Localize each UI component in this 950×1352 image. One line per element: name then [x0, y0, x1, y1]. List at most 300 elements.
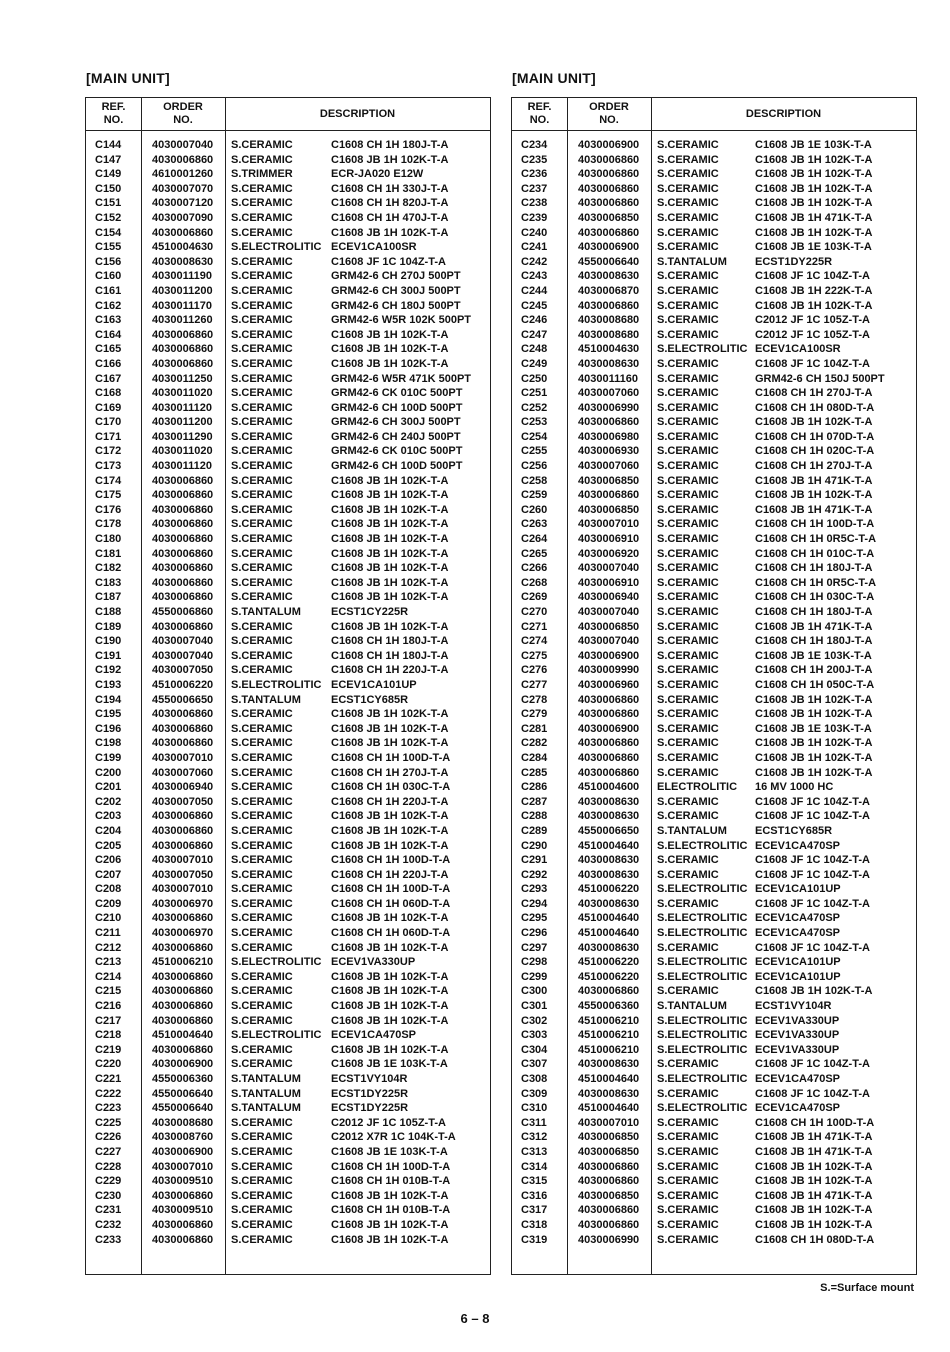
part-type-cell: S.CERAMIC	[231, 1043, 293, 1056]
part-type-cell: S.ELECTROLITIC	[231, 1029, 322, 1042]
part-type-cell: S.ELECTROLITIC	[657, 343, 748, 356]
part-type-cell: S.CERAMIC	[657, 1160, 719, 1173]
part-number-cell: C2012 JF 1C 105Z-T-A	[755, 328, 870, 341]
part-type-cell: S.CERAMIC	[231, 1000, 293, 1013]
order-no-cell: 4030006900	[578, 241, 640, 254]
order-no-cell: 4030007040	[152, 139, 214, 151]
part-type-cell: S.CERAMIC	[231, 226, 293, 239]
order-no-cell: 4030006860	[152, 591, 214, 604]
part-type-cell: S.CERAMIC	[657, 197, 719, 210]
part-number-cell: C1608 JB 1H 102K-T-A	[755, 1218, 873, 1231]
part-number-cell: C1608 JF 1C 104Z-T-A	[755, 270, 870, 283]
part-type-cell: S.TANTALUM	[231, 1087, 301, 1100]
part-number-cell: C1608 JB 1H 102K-T-A	[331, 474, 449, 487]
part-type-cell: S.CERAMIC	[657, 897, 719, 910]
ref-no-cell: C220	[95, 1058, 122, 1071]
ref-no-cell: C154	[95, 226, 122, 239]
ref-no-cell: C269	[521, 591, 548, 604]
left-parts-table	[85, 97, 491, 1275]
ref-no-cell: C215	[95, 985, 122, 998]
order-no-cell: 4030006860	[152, 912, 214, 925]
table-row	[86, 663, 490, 678]
ref-no-cell: C293	[521, 883, 548, 896]
part-type-cell: S.CERAMIC	[231, 387, 293, 400]
table-row	[86, 605, 490, 620]
ref-no-cell: C181	[95, 547, 122, 560]
ref-no-cell: C316	[521, 1189, 548, 1202]
part-number-cell: C1608 JB 1E 103K-T-A	[755, 139, 872, 151]
part-number-cell: C1608 CH 1H 220J-T-A	[331, 795, 449, 808]
order-no-cell: 4030007090	[152, 211, 214, 224]
part-type-cell: S.CERAMIC	[231, 197, 293, 210]
ref-no-cell: C193	[95, 678, 122, 691]
part-number-cell: C1608 JB 1H 102K-T-A	[331, 562, 449, 575]
table-row	[86, 999, 490, 1014]
table-row	[86, 590, 490, 605]
part-type-cell: S.CERAMIC	[231, 1218, 293, 1231]
order-no-cell: 4030011290	[152, 430, 213, 443]
ref-no-cell: C308	[521, 1073, 548, 1085]
ref-no-cell: C241	[521, 241, 548, 254]
part-number-cell: C1608 JB 1H 102K-T-A	[755, 751, 873, 764]
order-no-cell: 4030006990	[578, 401, 640, 414]
part-number-cell: C1608 CH 1H 100D-T-A	[755, 518, 875, 531]
ref-no-cell: C291	[521, 854, 548, 867]
part-type-cell: S.ELECTROLITIC	[231, 956, 322, 969]
table-row	[86, 503, 490, 518]
table-row	[512, 1130, 916, 1145]
order-no-cell: 4030006930	[578, 445, 640, 458]
table-row	[512, 1101, 916, 1116]
part-type-cell: S.CERAMIC	[231, 357, 293, 370]
table-row	[512, 1233, 916, 1248]
part-number-cell: C1608 JB 1H 102K-T-A	[755, 153, 873, 166]
table-row	[512, 138, 916, 153]
table-row	[512, 211, 916, 226]
ref-no-cell: C253	[521, 416, 548, 429]
part-type-cell: S.CERAMIC	[657, 314, 719, 327]
ref-no-cell: C151	[95, 197, 122, 210]
part-number-cell: C1608 JF 1C 104Z-T-A	[755, 357, 870, 370]
part-type-cell: S.CERAMIC	[657, 401, 719, 414]
ref-no-cell: C260	[521, 503, 548, 516]
table-row	[86, 795, 490, 810]
order-no-cell: 4030007050	[152, 868, 214, 881]
order-no-cell: 4610001260	[152, 168, 214, 181]
part-type-cell: S.CERAMIC	[231, 722, 293, 735]
part-number-cell: ECST1DY225R	[755, 255, 833, 268]
table-row	[86, 926, 490, 941]
ref-no-cell: C230	[95, 1189, 122, 1202]
part-type-cell: S.CERAMIC	[657, 299, 719, 312]
table-row	[86, 970, 490, 985]
part-number-cell: ECR-JA020 E12W	[331, 168, 424, 181]
right-parts-table	[511, 97, 917, 1275]
order-no-header: ORDER NO.	[567, 98, 651, 131]
table-row	[512, 196, 916, 211]
part-number-cell: C1608 CH 1H 180J-T-A	[331, 649, 449, 662]
order-no-cell: 4550006360	[578, 1000, 640, 1013]
ref-no-cell: C182	[95, 562, 122, 575]
part-type-cell: S.TANTALUM	[657, 255, 727, 268]
part-number-cell: C1608 JB 1H 102K-T-A	[755, 299, 873, 312]
ref-no-cell: C312	[521, 1131, 548, 1144]
ref-no-cell: C174	[95, 474, 122, 487]
order-no-cell: 4030007010	[578, 518, 640, 531]
part-type-cell: S.CERAMIC	[657, 562, 719, 575]
part-number-cell: C1608 CH 1H 100D-T-A	[755, 1116, 875, 1129]
ref-no-cell: C242	[521, 255, 548, 268]
ref-no-cell: C150	[95, 182, 122, 195]
part-number-cell: C1608 JB 1E 103K-T-A	[755, 649, 872, 662]
part-type-cell: S.CERAMIC	[657, 1087, 719, 1100]
part-number-cell: ECEV1CA101UP	[755, 970, 841, 983]
part-type-cell: S.CERAMIC	[657, 1218, 719, 1231]
part-number-cell: C1608 JF 1C 104Z-T-A	[755, 941, 870, 954]
order-no-cell: 4030008680	[152, 1116, 214, 1129]
part-number-cell: C1608 JB 1H 102K-T-A	[331, 357, 449, 370]
part-type-cell: S.CERAMIC	[231, 139, 293, 151]
part-number-cell: ECST1VY104R	[331, 1073, 408, 1085]
order-no-cell: 4030008760	[152, 1131, 214, 1144]
part-type-cell: S.ELECTROLITIC	[657, 956, 748, 969]
part-type-cell: S.CERAMIC	[231, 868, 293, 881]
table-row	[86, 620, 490, 635]
order-no-cell: 4510004640	[578, 1102, 640, 1115]
part-number-cell: GRM42-6 CH 100D 500PT	[331, 401, 463, 414]
table-row	[86, 1072, 490, 1087]
ref-no-cell: C243	[521, 270, 548, 283]
order-no-cell: 4030006920	[578, 547, 640, 560]
part-number-cell: C1608 JB 1H 102K-T-A	[331, 708, 449, 721]
part-type-cell: S.CERAMIC	[231, 737, 293, 750]
part-number-cell: ECEV1CA100SR	[331, 241, 417, 254]
ref-no-cell: C164	[95, 328, 122, 341]
ref-no-cell: C251	[521, 387, 548, 400]
table-row	[512, 153, 916, 168]
ref-no-cell: C233	[95, 1233, 122, 1246]
ref-no-cell: C300	[521, 985, 548, 998]
ref-no-cell: C206	[95, 854, 122, 867]
order-no-cell: 4030006850	[578, 620, 640, 633]
table-row	[86, 1087, 490, 1102]
part-number-cell: C1608 JF 1C 104Z-T-A	[755, 795, 870, 808]
table-row	[86, 313, 490, 328]
part-number-cell: C1608 JB 1H 102K-T-A	[331, 620, 449, 633]
part-number-cell: ECST1CY685R	[331, 693, 409, 706]
table-row	[512, 503, 916, 518]
part-number-cell: C1608 JB 1H 222K-T-A	[755, 284, 873, 297]
part-number-cell: ECEV1VA330UP	[331, 956, 416, 969]
part-type-cell: S.CERAMIC	[657, 430, 719, 443]
table-row	[512, 342, 916, 357]
part-type-cell: S.CERAMIC	[231, 562, 293, 575]
order-no-cell: 4030006860	[152, 708, 214, 721]
table-row	[512, 736, 916, 751]
part-type-cell: S.CERAMIC	[657, 1175, 719, 1188]
ref-no-cell: C250	[521, 372, 548, 385]
order-no-cell: 4030006910	[578, 533, 640, 546]
part-number-cell: ECEV1CA470SP	[331, 1029, 416, 1042]
part-type-cell: S.ELECTROLITIC	[657, 839, 748, 852]
part-type-cell: S.ELECTROLITIC	[657, 970, 748, 983]
left-section-title: [MAIN UNIT]	[86, 70, 170, 86]
table-row	[512, 911, 916, 926]
order-no-cell: 4030011260	[152, 314, 213, 327]
part-number-cell: C1608 JB 1H 471K-T-A	[755, 474, 873, 487]
part-number-cell: C1608 CH 1H 010B-T-A	[331, 1204, 451, 1217]
part-number-cell: C1608 JB 1H 102K-T-A	[755, 708, 873, 721]
part-type-cell: S.ELECTROLITIC	[657, 1043, 748, 1056]
part-type-cell: S.CERAMIC	[231, 255, 293, 268]
ref-no-cell: C274	[521, 635, 548, 648]
ref-no-cell: C313	[521, 1145, 548, 1158]
table-row	[512, 999, 916, 1014]
ref-no-header: REF. NO.	[512, 98, 567, 131]
table-header-row	[512, 98, 916, 131]
part-type-cell: S.CERAMIC	[657, 357, 719, 370]
part-number-cell: C1608 JB 1H 471K-T-A	[755, 503, 873, 516]
order-no-cell: 4030008630	[578, 810, 640, 823]
table-row	[512, 839, 916, 854]
table-row	[512, 255, 916, 270]
part-type-cell: S.CERAMIC	[231, 649, 293, 662]
part-number-cell: C1608 JB 1H 102K-T-A	[331, 503, 449, 516]
table-row	[512, 547, 916, 562]
table-row	[86, 809, 490, 824]
part-type-cell: S.CERAMIC	[657, 474, 719, 487]
ref-no-cell: C205	[95, 839, 122, 852]
table-row	[512, 1057, 916, 1072]
order-no-cell: 4550006860	[152, 606, 214, 618]
order-no-cell: 4030006860	[152, 503, 214, 516]
order-no-cell: 4030008630	[578, 357, 640, 370]
table-row	[512, 576, 916, 591]
part-type-cell: S.CERAMIC	[231, 664, 293, 677]
table-row	[86, 196, 490, 211]
table-row	[512, 853, 916, 868]
ref-no-cell: C207	[95, 868, 122, 881]
part-type-cell: S.TANTALUM	[231, 693, 301, 706]
order-no-cell: 4030006860	[152, 489, 214, 502]
part-type-cell: S.CERAMIC	[231, 824, 293, 837]
part-type-cell: S.TANTALUM	[657, 1000, 727, 1013]
ref-no-cell: C183	[95, 576, 122, 589]
ref-no-cell: C297	[521, 941, 548, 954]
table-row	[86, 1057, 490, 1072]
part-type-cell: S.CERAMIC	[657, 766, 719, 779]
part-type-cell: S.CERAMIC	[231, 430, 293, 443]
table-row	[86, 1160, 490, 1175]
order-no-cell: 4030006860	[578, 1204, 640, 1217]
ref-no-cell: C162	[95, 299, 122, 312]
part-type-cell: S.CERAMIC	[231, 766, 293, 779]
table-row	[86, 167, 490, 182]
part-type-cell: S.CERAMIC	[657, 211, 719, 224]
table-row	[86, 182, 490, 197]
part-number-cell: C1608 JB 1H 102K-T-A	[331, 1233, 449, 1246]
order-no-cell: 4030006860	[152, 547, 214, 560]
ref-no-cell: C152	[95, 211, 122, 224]
ref-no-cell: C212	[95, 941, 122, 954]
order-no-cell: 4030009990	[578, 664, 640, 677]
table-row	[86, 576, 490, 591]
order-no-cell: 4030007120	[152, 197, 214, 210]
part-type-cell: S.CERAMIC	[657, 1145, 719, 1158]
table-row	[86, 386, 490, 401]
table-row	[86, 678, 490, 693]
ref-no-cell: C268	[521, 576, 548, 589]
table-row	[86, 284, 490, 299]
table-row	[512, 1087, 916, 1102]
ref-no-cell: C218	[95, 1029, 122, 1042]
part-type-cell: S.CERAMIC	[231, 343, 293, 356]
part-number-cell: C1608 CH 1H 060D-T-A	[331, 897, 451, 910]
part-type-cell: S.CERAMIC	[231, 927, 293, 940]
part-type-cell: S.CERAMIC	[231, 781, 293, 794]
part-number-cell: C1608 JB 1H 102K-T-A	[755, 693, 873, 706]
part-number-cell: GRM42-6 CH 100D 500PT	[331, 460, 463, 473]
table-row	[86, 1203, 490, 1218]
table-row	[86, 328, 490, 343]
table-row	[512, 707, 916, 722]
part-type-cell: S.CERAMIC	[657, 606, 719, 618]
ref-no-cell: C277	[521, 678, 548, 691]
part-number-cell: ECEV1VA330UP	[755, 1043, 840, 1056]
order-no-cell: 4030008630	[578, 854, 640, 867]
order-no-cell: 4030006870	[578, 284, 640, 297]
order-no-cell: 4030006860	[152, 562, 214, 575]
ref-no-cell: C303	[521, 1029, 548, 1042]
ref-no-cell: C144	[95, 139, 122, 151]
order-no-cell: 4030011020	[152, 387, 213, 400]
table-row	[512, 984, 916, 999]
part-number-cell: ECST1DY225R	[331, 1102, 409, 1115]
ref-no-cell: C194	[95, 693, 122, 706]
part-type-cell: S.ELECTROLITIC	[657, 883, 748, 896]
ref-no-cell: C288	[521, 810, 548, 823]
table-row	[512, 868, 916, 883]
part-type-cell: S.CERAMIC	[231, 372, 293, 385]
order-no-cell: 4550006360	[152, 1073, 214, 1085]
part-number-cell: C1608 JB 1H 102K-T-A	[331, 518, 449, 531]
order-no-cell: 4030006860	[578, 708, 640, 721]
part-number-cell: C1608 JB 1H 102K-T-A	[331, 226, 449, 239]
order-no-cell: 4510006220	[578, 970, 640, 983]
order-no-cell: 4030011200	[152, 416, 213, 429]
table-row	[512, 1043, 916, 1058]
table-row	[512, 474, 916, 489]
table-row	[86, 1189, 490, 1204]
part-type-cell: S.CERAMIC	[657, 284, 719, 297]
ref-no-cell: C248	[521, 343, 548, 356]
part-number-cell: C1608 JB 1H 102K-T-A	[755, 766, 873, 779]
part-number-cell: C1608 CH 1H 100D-T-A	[331, 854, 451, 867]
table-row	[86, 853, 490, 868]
part-type-cell: S.ELECTROLITIC	[657, 1073, 748, 1085]
part-number-cell: C1608 JB 1H 102K-T-A	[331, 985, 449, 998]
ref-no-cell: C315	[521, 1175, 548, 1188]
ref-no-cell: C170	[95, 416, 122, 429]
part-type-cell: S.CERAMIC	[657, 693, 719, 706]
order-no-cell: 4030006860	[152, 343, 214, 356]
table-row	[86, 766, 490, 781]
ref-no-cell: C289	[521, 824, 548, 837]
ref-no-cell: C271	[521, 620, 548, 633]
ref-no-cell: C317	[521, 1204, 548, 1217]
part-type-cell: S.CERAMIC	[231, 328, 293, 341]
part-number-cell: C1608 JF 1C 104Z-T-A	[755, 810, 870, 823]
part-number-cell: C1608 JB 1H 102K-T-A	[331, 576, 449, 589]
part-type-cell: S.CERAMIC	[657, 445, 719, 458]
order-no-cell: 4030006940	[578, 591, 640, 604]
table-row	[86, 649, 490, 664]
table-row	[86, 941, 490, 956]
ref-no-cell: C167	[95, 372, 122, 385]
ref-no-cell: C219	[95, 1043, 122, 1056]
part-type-cell: S.CERAMIC	[231, 1175, 293, 1188]
ref-no-cell: C275	[521, 649, 548, 662]
table-row	[512, 693, 916, 708]
ref-no-cell: C211	[95, 927, 121, 940]
part-type-cell: S.CERAMIC	[657, 678, 719, 691]
table-row	[512, 430, 916, 445]
part-number-cell: C1608 JB 1H 471K-T-A	[755, 620, 873, 633]
order-no-cell: 4030008630	[578, 868, 640, 881]
order-no-cell: 4550006640	[578, 255, 640, 268]
description-header: DESCRIPTION	[225, 98, 490, 131]
table-row	[512, 970, 916, 985]
part-number-cell: C1608 JB 1H 102K-T-A	[331, 912, 449, 925]
part-type-cell: S.CERAMIC	[231, 854, 293, 867]
order-no-cell: 4030006860	[578, 985, 640, 998]
order-no-cell: 4030006860	[578, 693, 640, 706]
part-number-cell: C1608 JB 1H 102K-T-A	[755, 1175, 873, 1188]
table-header-row	[86, 98, 490, 131]
part-type-cell: S.CERAMIC	[231, 970, 293, 983]
order-no-cell: 4510006210	[578, 1029, 640, 1042]
part-type-cell: S.CERAMIC	[657, 416, 719, 429]
table-row	[512, 1203, 916, 1218]
part-number-cell: C1608 CH 1H 820J-T-A	[331, 197, 449, 210]
table-row	[512, 372, 916, 387]
order-no-cell: 4030006860	[578, 1160, 640, 1173]
part-number-cell: C2012 JF 1C 105Z-T-A	[331, 1116, 446, 1129]
ref-no-cell: C259	[521, 489, 548, 502]
part-type-cell: S.CERAMIC	[231, 1204, 293, 1217]
table-row	[86, 984, 490, 999]
part-type-cell: S.ELECTROLITIC	[231, 678, 322, 691]
order-no-cell: 4030007010	[152, 883, 214, 896]
order-no-cell: 4510004630	[578, 343, 640, 356]
part-type-cell: S.CERAMIC	[657, 1189, 719, 1202]
part-number-cell: C1608 JB 1H 102K-T-A	[755, 168, 873, 181]
part-type-cell: S.ELECTROLITIC	[231, 241, 322, 254]
table-row	[512, 897, 916, 912]
part-number-cell: C2012 X7R 1C 104K-T-A	[331, 1131, 456, 1144]
order-no-cell: 4510004640	[578, 839, 640, 852]
order-no-cell: 4030006860	[152, 1043, 214, 1056]
order-no-cell: 4030006850	[578, 1145, 640, 1158]
part-number-cell: GRM42-6 CH 300J 500PT	[331, 284, 461, 297]
table-row	[512, 459, 916, 474]
part-number-cell: ECEV1CA100SR	[755, 343, 841, 356]
table-row	[512, 357, 916, 372]
order-no-cell: 4030011190	[152, 270, 212, 283]
part-number-cell: C2012 JF 1C 105Z-T-A	[755, 314, 870, 327]
part-type-cell: S.ELECTROLITIC	[657, 1014, 748, 1027]
part-number-cell: C1608 JB 1H 102K-T-A	[331, 810, 449, 823]
